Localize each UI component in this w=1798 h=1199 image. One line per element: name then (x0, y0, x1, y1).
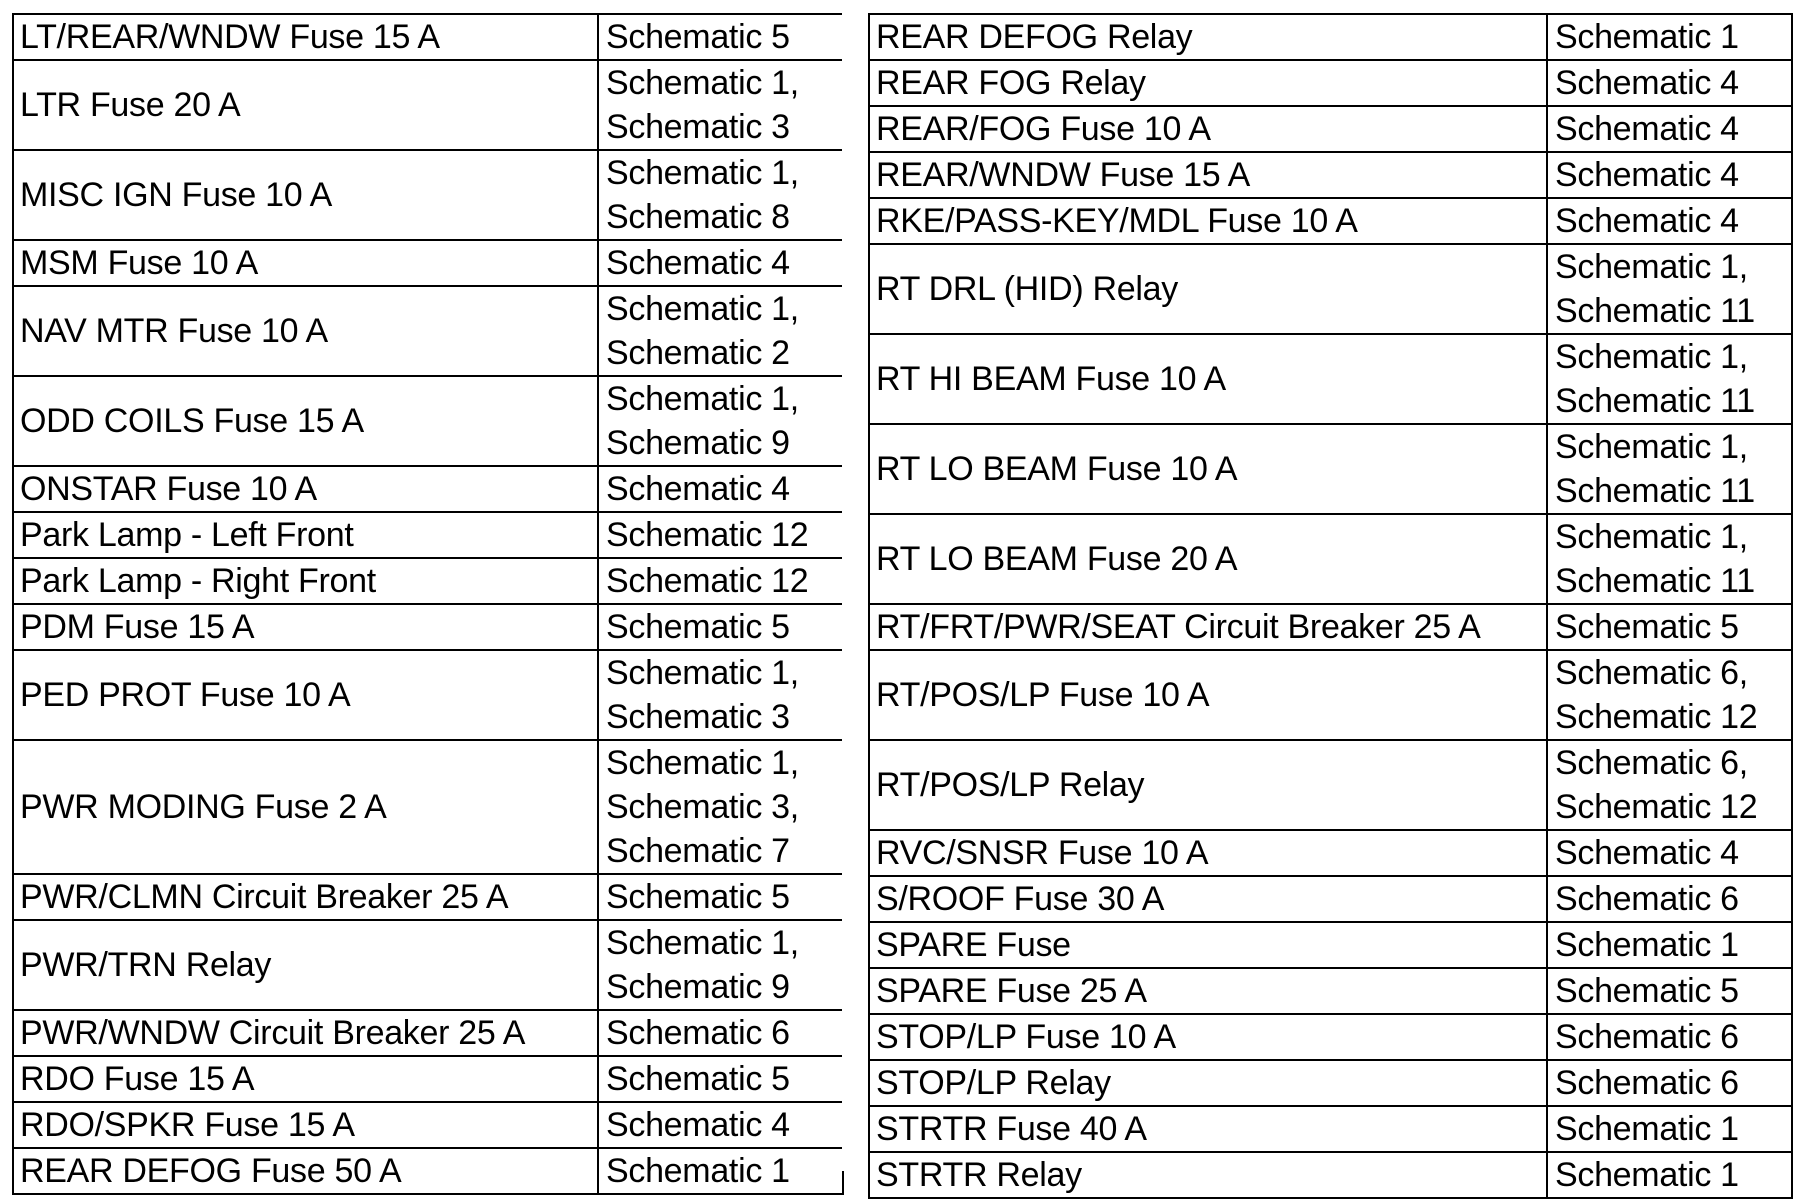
schematic-reference: Schematic 2 (606, 334, 790, 372)
schematic-references (598, 14, 843, 60)
right-index-table (868, 13, 1793, 1199)
table-row (869, 830, 1792, 876)
component-name: STOP/LP Fuse 10 A (869, 1014, 1547, 1060)
table-row (13, 1056, 843, 1102)
schematic-references (1547, 198, 1792, 244)
schematic-references (598, 1056, 843, 1102)
table-row (13, 512, 843, 558)
schematic-reference: Schematic 6 (1555, 1018, 1739, 1056)
schematic-reference: Schematic 1 (606, 1152, 790, 1190)
component-name: ODD COILS Fuse 15 A (13, 376, 598, 466)
schematic-references (1547, 830, 1792, 876)
schematic-reference: Schematic 4 (606, 244, 790, 282)
schematic-references (598, 650, 843, 740)
schematic-references (1547, 1014, 1792, 1060)
schematic-references (598, 60, 843, 150)
schematic-reference: Schematic 1, (606, 924, 799, 962)
schematic-reference: Schematic 4 (606, 470, 790, 508)
left-table-body (13, 14, 843, 1194)
table-row (13, 376, 843, 466)
schematic-references (598, 286, 843, 376)
component-name: LTR Fuse 20 A (13, 60, 598, 150)
schematic-references (598, 740, 843, 874)
schematic-reference: Schematic 4 (1555, 834, 1739, 872)
table-row (869, 922, 1792, 968)
table-row (869, 14, 1792, 60)
schematic-reference: Schematic 4 (1555, 64, 1739, 102)
component-name: PWR/CLMN Circuit Breaker 25 A (13, 874, 598, 920)
schematic-references (598, 240, 843, 286)
table-row (13, 558, 843, 604)
schematic-reference: Schematic 1 (1555, 926, 1739, 964)
schematic-references (1547, 152, 1792, 198)
table-row (869, 152, 1792, 198)
component-name: RDO Fuse 15 A (13, 1056, 598, 1102)
schematic-reference: Schematic 5 (1555, 972, 1739, 1010)
schematic-reference: Schematic 12 (1555, 698, 1758, 736)
schematic-references (598, 150, 843, 240)
component-name: NAV MTR Fuse 10 A (13, 286, 598, 376)
schematic-reference: Schematic 1 (1555, 18, 1739, 56)
table-row (13, 60, 843, 150)
component-name: REAR/FOG Fuse 10 A (869, 106, 1547, 152)
component-name: STRTR Fuse 40 A (869, 1106, 1547, 1152)
schematic-reference: Schematic 1, (606, 744, 799, 782)
schematic-reference: Schematic 12 (606, 516, 809, 554)
component-name: SPARE Fuse (869, 922, 1547, 968)
table-row (13, 920, 843, 1010)
table-row (13, 650, 843, 740)
table-row (13, 604, 843, 650)
schematic-reference: Schematic 4 (606, 1106, 790, 1144)
schematic-reference: Schematic 1, (606, 64, 799, 102)
schematic-references (1547, 1106, 1792, 1152)
table-row (869, 740, 1792, 830)
component-name: S/ROOF Fuse 30 A (869, 876, 1547, 922)
schematic-reference: Schematic 1, (1555, 518, 1748, 556)
column-divider (842, 13, 868, 1171)
table-row (13, 240, 843, 286)
table-row (13, 1010, 843, 1056)
schematic-references (598, 512, 843, 558)
right-table-body (869, 14, 1792, 1198)
schematic-reference: Schematic 1 (1555, 1110, 1739, 1148)
schematic-references (598, 874, 843, 920)
schematic-reference: Schematic 1 (1555, 1156, 1739, 1194)
table-row (869, 424, 1792, 514)
component-name: REAR FOG Relay (869, 60, 1547, 106)
table-row (13, 466, 843, 512)
schematic-reference: Schematic 3 (606, 698, 790, 736)
component-name: RT DRL (HID) Relay (869, 244, 1547, 334)
component-name: SPARE Fuse 25 A (869, 968, 1547, 1014)
schematic-reference: Schematic 1, (606, 154, 799, 192)
schematic-reference: Schematic 4 (1555, 202, 1739, 240)
schematic-reference: Schematic 5 (606, 878, 790, 916)
component-name: PED PROT Fuse 10 A (13, 650, 598, 740)
component-name: REAR/WNDW Fuse 15 A (869, 152, 1547, 198)
table-row (869, 1106, 1792, 1152)
table-row (869, 334, 1792, 424)
schematic-references (1547, 334, 1792, 424)
component-name: STRTR Relay (869, 1152, 1547, 1198)
schematic-references (598, 558, 843, 604)
component-name: PWR MODING Fuse 2 A (13, 740, 598, 874)
schematic-reference: Schematic 11 (1555, 562, 1755, 600)
table-row (869, 198, 1792, 244)
schematic-reference: Schematic 1, (1555, 338, 1748, 376)
schematic-reference: Schematic 11 (1555, 472, 1755, 510)
component-name: PWR/TRN Relay (13, 920, 598, 1010)
schematic-reference: Schematic 4 (1555, 110, 1739, 148)
schematic-references (1547, 106, 1792, 152)
schematic-references (1547, 740, 1792, 830)
component-name: RT/POS/LP Fuse 10 A (869, 650, 1547, 740)
table-row (13, 150, 843, 240)
schematic-references (1547, 1060, 1792, 1106)
schematic-reference: Schematic 1, (606, 380, 799, 418)
component-name: RT LO BEAM Fuse 10 A (869, 424, 1547, 514)
schematic-references (598, 466, 843, 512)
table-row (13, 740, 843, 874)
table-row (869, 106, 1792, 152)
schematic-references (1547, 604, 1792, 650)
schematic-references (598, 1148, 843, 1194)
schematic-reference: Schematic 5 (1555, 608, 1739, 646)
table-row (869, 1152, 1792, 1198)
component-name: ONSTAR Fuse 10 A (13, 466, 598, 512)
schematic-references (1547, 922, 1792, 968)
schematic-reference: Schematic 11 (1555, 382, 1755, 420)
schematic-references (1547, 424, 1792, 514)
schematic-references (598, 1102, 843, 1148)
schematic-references (1547, 14, 1792, 60)
component-name: RKE/PASS-KEY/MDL Fuse 10 A (869, 198, 1547, 244)
component-name: Park Lamp - Left Front (13, 512, 598, 558)
schematic-reference: Schematic 3, (606, 788, 799, 826)
table-row (869, 1014, 1792, 1060)
schematic-reference: Schematic 11 (1555, 292, 1755, 330)
schematic-references (598, 1010, 843, 1056)
schematic-reference: Schematic 1, (1555, 428, 1748, 466)
schematic-reference: Schematic 1, (606, 290, 799, 328)
component-name: Park Lamp - Right Front (13, 558, 598, 604)
schematic-reference: Schematic 6 (1555, 880, 1739, 918)
table-row (869, 604, 1792, 650)
schematic-reference: Schematic 5 (606, 18, 790, 56)
table-row (869, 876, 1792, 922)
component-name: LT/REAR/WNDW Fuse 15 A (13, 14, 598, 60)
schematic-reference: Schematic 7 (606, 832, 790, 870)
table-row (13, 14, 843, 60)
table-row (869, 1060, 1792, 1106)
schematic-reference: Schematic 5 (606, 608, 790, 646)
schematic-references (598, 920, 843, 1010)
component-name: MSM Fuse 10 A (13, 240, 598, 286)
schematic-references (1547, 514, 1792, 604)
component-name: RT/FRT/PWR/SEAT Circuit Breaker 25 A (869, 604, 1547, 650)
schematic-reference: Schematic 6, (1555, 744, 1748, 782)
schematic-reference: Schematic 9 (606, 424, 790, 462)
schematic-reference: Schematic 6 (606, 1014, 790, 1052)
schematic-reference: Schematic 12 (606, 562, 809, 600)
schematic-references (1547, 968, 1792, 1014)
schematic-reference: Schematic 4 (1555, 156, 1739, 194)
schematic-reference: Schematic 9 (606, 968, 790, 1006)
component-name: RDO/SPKR Fuse 15 A (13, 1102, 598, 1148)
table-row (869, 650, 1792, 740)
schematic-reference: Schematic 8 (606, 198, 790, 236)
component-name: RT LO BEAM Fuse 20 A (869, 514, 1547, 604)
table-row (13, 874, 843, 920)
schematic-reference: Schematic 3 (606, 108, 790, 146)
schematic-reference: Schematic 5 (606, 1060, 790, 1098)
component-name: PDM Fuse 15 A (13, 604, 598, 650)
left-index-table (12, 13, 844, 1195)
schematic-references (1547, 876, 1792, 922)
table-row (869, 968, 1792, 1014)
schematic-references (598, 376, 843, 466)
component-name: RT/POS/LP Relay (869, 740, 1547, 830)
schematic-reference: Schematic 6, (1555, 654, 1748, 692)
component-name: STOP/LP Relay (869, 1060, 1547, 1106)
table-row (13, 1102, 843, 1148)
schematic-references (598, 604, 843, 650)
component-name: MISC IGN Fuse 10 A (13, 150, 598, 240)
table-row (869, 244, 1792, 334)
schematic-references (1547, 1152, 1792, 1198)
component-name: REAR DEFOG Fuse 50 A (13, 1148, 598, 1194)
schematic-references (1547, 60, 1792, 106)
schematic-reference: Schematic 6 (1555, 1064, 1739, 1102)
table-row (13, 1148, 843, 1194)
component-name: PWR/WNDW Circuit Breaker 25 A (13, 1010, 598, 1056)
table-row (13, 286, 843, 376)
table-row (869, 60, 1792, 106)
schematic-references (1547, 244, 1792, 334)
component-name: RVC/SNSR Fuse 10 A (869, 830, 1547, 876)
component-name: REAR DEFOG Relay (869, 14, 1547, 60)
table-row (869, 514, 1792, 604)
schematic-reference: Schematic 12 (1555, 788, 1758, 826)
schematic-reference: Schematic 1, (606, 654, 799, 692)
component-name: RT HI BEAM Fuse 10 A (869, 334, 1547, 424)
schematic-references (1547, 650, 1792, 740)
schematic-reference: Schematic 1, (1555, 248, 1748, 286)
